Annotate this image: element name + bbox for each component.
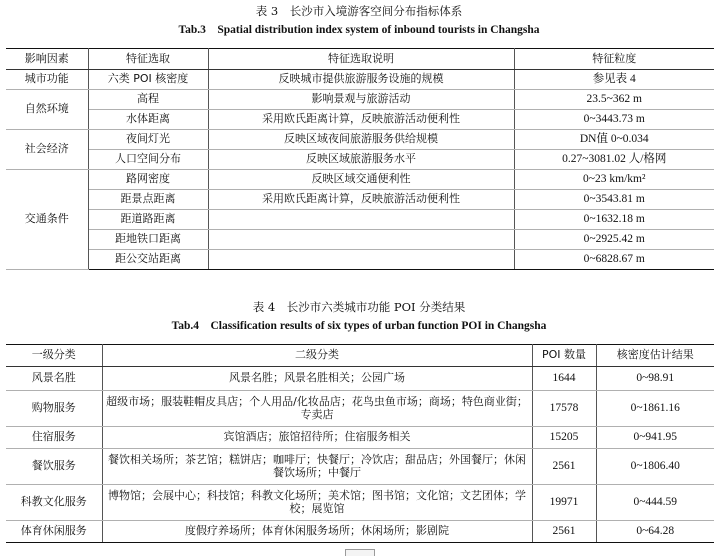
poi-classification-table xyxy=(6,344,714,543)
granularity-cell: 23.5~362 m xyxy=(514,90,714,110)
table-row xyxy=(6,130,714,150)
kde-result-cell: 0~444.59 xyxy=(596,485,714,521)
header-secondary-category: 二级分类 xyxy=(102,345,532,367)
factor-cell: 交通条件 xyxy=(6,170,88,270)
header-kde-result: 核密度估计结果 xyxy=(596,345,714,367)
table-row xyxy=(6,210,714,230)
table-row xyxy=(6,449,714,485)
description-cell: 反映区域夜间旅游服务供给规模 xyxy=(208,130,514,150)
poi-count-cell: 1644 xyxy=(532,367,596,391)
primary-category-cell: 体育休闲服务 xyxy=(6,521,102,543)
secondary-category-cell: 博物馆；会展中心；科技馆；科教文化场所；美术馆；图书馆；文化馆；文艺团体；学校；展览馆 xyxy=(102,485,532,521)
poi-count-cell: 2561 xyxy=(532,521,596,543)
description-cell: 反映区域交通便利性 xyxy=(208,170,514,190)
secondary-category-cell: 风景名胜；风景名胜相关；公园广场 xyxy=(102,367,532,391)
spatial-index-table xyxy=(6,48,714,270)
table-row xyxy=(6,70,714,90)
feature-cell: 距地铁口距离 xyxy=(88,230,208,250)
poi-count-cell: 19971 xyxy=(532,485,596,521)
table-row xyxy=(6,90,714,110)
table-row xyxy=(6,427,714,449)
primary-category-cell: 购物服务 xyxy=(6,391,102,427)
granularity-cell: 0~3543.81 m xyxy=(514,190,714,210)
granularity-cell: 0~1632.18 m xyxy=(514,210,714,230)
header-granularity: 特征粒度 xyxy=(514,49,714,70)
factor-cell: 城市功能 xyxy=(6,70,88,90)
description-cell: 采用欧氏距离计算，反映旅游活动便利性 xyxy=(208,110,514,130)
primary-category-cell: 科教文化服务 xyxy=(6,485,102,521)
granularity-cell: 参见表 4 xyxy=(514,70,714,90)
table-row xyxy=(6,190,714,210)
factor-cell: 自然环境 xyxy=(6,90,88,130)
table-row xyxy=(6,110,714,130)
granularity-cell: 0~3443.73 m xyxy=(514,110,714,130)
feature-cell: 水体距离 xyxy=(88,110,208,130)
granularity-cell: DN值 0~0.034 xyxy=(514,130,714,150)
table-row xyxy=(6,150,714,170)
primary-category-cell: 餐饮服务 xyxy=(6,449,102,485)
primary-category-cell: 住宿服务 xyxy=(6,427,102,449)
feature-cell: 距公交站距离 xyxy=(88,250,208,270)
header-poi-count: POI 数量 xyxy=(532,345,596,367)
description-cell: 影响景观与旅游活动 xyxy=(208,90,514,110)
poi-count-cell: 2561 xyxy=(532,449,596,485)
table4-caption-en: Tab.4 Classification results of six types of urban function POI in Changsha xyxy=(171,320,547,332)
table-row xyxy=(6,391,714,427)
header-factor: 影响因素 xyxy=(6,49,88,70)
table3-caption-en: Tab.3 Spatial distribution index system of inbound tourists in Changsha xyxy=(178,24,540,36)
feature-cell: 夜间灯光 xyxy=(88,130,208,150)
table-row xyxy=(6,367,714,391)
feature-cell: 人口空间分布 xyxy=(88,150,208,170)
granularity-cell: 0~6828.67 m xyxy=(514,250,714,270)
secondary-category-cell: 度假疗养场所；体育休闲服务场所；休闲场所；影剧院 xyxy=(102,521,532,543)
header-description: 特征选取说明 xyxy=(208,49,514,70)
feature-cell: 距景点距离 xyxy=(88,190,208,210)
header-primary-category: 一级分类 xyxy=(6,345,102,367)
feature-cell: 距道路距离 xyxy=(88,210,208,230)
kde-result-cell: 0~98.91 xyxy=(596,367,714,391)
secondary-category-cell: 超级市场；服装鞋帽皮具店；个人用品/化妆品店；花鸟虫鱼市场；商场；特色商业街；专卖店 xyxy=(102,391,532,427)
table-row xyxy=(6,521,714,543)
granularity-cell: 0~23 km/km² xyxy=(514,170,714,190)
granularity-cell: 0.27~3081.02 人/格网 xyxy=(514,150,714,170)
primary-category-cell: 风景名胜 xyxy=(6,367,102,391)
header-feature: 特征选取 xyxy=(88,49,208,70)
table-header-row xyxy=(6,345,714,367)
granularity-cell: 0~2925.42 m xyxy=(514,230,714,250)
description-cell xyxy=(208,230,514,250)
description-cell: 采用欧氏距离计算，反映旅游活动便利性 xyxy=(208,190,514,210)
description-cell xyxy=(208,210,514,230)
kde-result-cell: 0~1861.16 xyxy=(596,391,714,427)
description-cell xyxy=(208,250,514,270)
feature-cell: 六类 POI 核密度 xyxy=(88,70,208,90)
kde-result-cell: 0~941.95 xyxy=(596,427,714,449)
feature-cell: 路网密度 xyxy=(88,170,208,190)
table-header-row xyxy=(6,49,714,70)
table-row xyxy=(6,170,714,190)
table-row xyxy=(6,230,714,250)
factor-cell: 社会经济 xyxy=(6,130,88,170)
secondary-category-cell: 餐饮相关场所；茶艺馆；糕饼店；咖啡厅；快餐厅；冷饮店；甜品店；外国餐厅；休闲餐饮场所；中餐厅 xyxy=(102,449,532,485)
poi-count-cell: 17578 xyxy=(532,391,596,427)
kde-result-cell: 0~1806.40 xyxy=(596,449,714,485)
description-cell: 反映区域旅游服务水平 xyxy=(208,150,514,170)
feature-cell: 高程 xyxy=(88,90,208,110)
poi-count-cell: 15205 xyxy=(532,427,596,449)
table4-caption-cn: 表 4 长沙市六类城市功能 POI 分类结果 xyxy=(252,300,466,314)
kde-result-cell: 0~64.28 xyxy=(596,521,714,543)
description-cell: 反映城市提供旅游服务设施的规模 xyxy=(208,70,514,90)
table3-caption-cn: 表 3 长沙市入境游客空间分布指标体系 xyxy=(255,4,463,18)
table-row xyxy=(6,485,714,521)
secondary-category-cell: 宾馆酒店；旅馆招待所；住宿服务相关 xyxy=(102,427,532,449)
table-row xyxy=(6,250,714,270)
